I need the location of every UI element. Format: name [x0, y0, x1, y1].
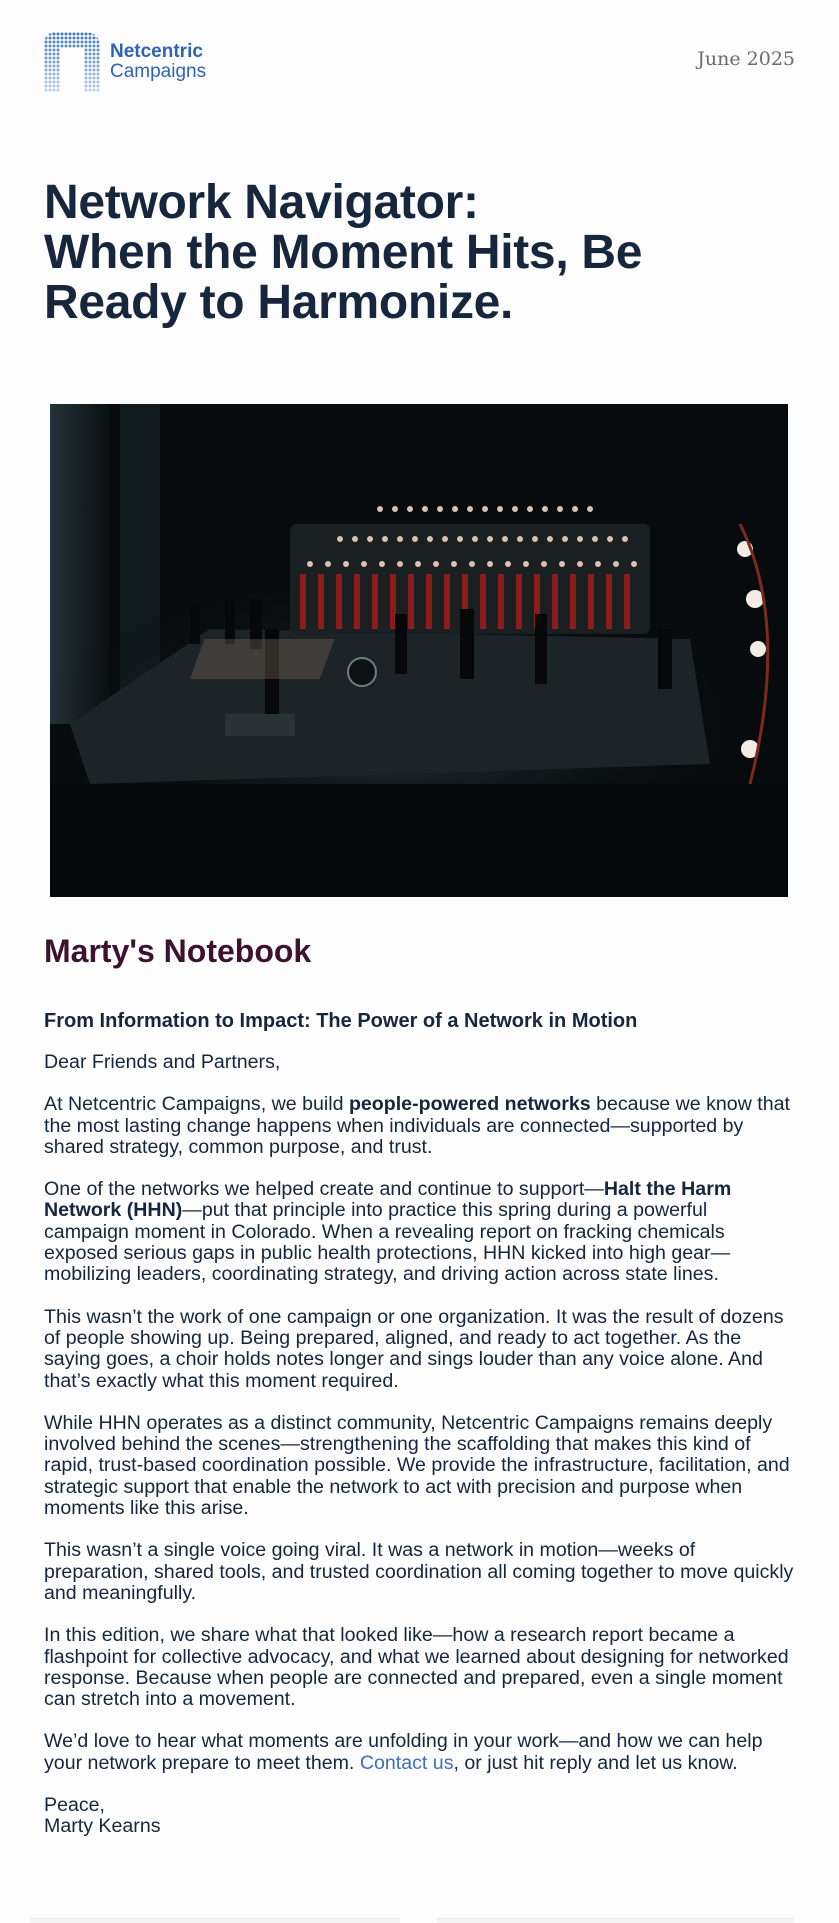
contact-us-link[interactable]: Contact us: [359, 1751, 454, 1774]
paragraph-2: [44, 1179, 796, 1285]
greeting: Dear Friends and Partners,: [44, 1051, 281, 1073]
paragraph-4: While HHN operates as a distinct community, Netcentric Campaigns remains deeply involved behind the scenes—strengthening the scaffolding that makes this kind of rapid, trust-based coordination possible. We provide the infrastructure, facilitation, and strategic support that enable the network to act with precision and purpose when moments like this arise.: [44, 1411, 790, 1520]
logo-wordmark-line1: Netcentric: [110, 41, 203, 62]
title-line-1: Network Navigator:: [44, 176, 479, 229]
signoff-block: [44, 1795, 796, 1838]
stage-photo-illustration: [50, 404, 788, 897]
netcentric-logo[interactable]: [44, 32, 206, 92]
next-section-card-left: [30, 1918, 400, 1923]
hero-image-choir-stage: [50, 404, 788, 897]
p7-text-after: , or just hit reply and let us know.: [453, 1751, 738, 1774]
p7-text-before: We’d love to hear what moments are unfolding in your work—and how we can help your network prepare to meet them.: [44, 1730, 763, 1774]
paragraph-1: [44, 1094, 796, 1158]
signature: Marty Kearns: [44, 1815, 161, 1838]
title-line-3: Ready to Harmonize.: [44, 276, 514, 329]
signoff: Peace,: [44, 1794, 106, 1817]
paragraph-7: [44, 1731, 796, 1774]
letter-body: [44, 1052, 796, 1859]
paragraph-6: In this edition, we share what that looked like—how a research report became a flashpoint for collective advocacy, and what we learned about designing for networked response. Because when people are connected and prepared, even a single moment can stretch into a movement.: [44, 1624, 789, 1711]
title-line-2: When the Moment Hits, Be: [44, 226, 643, 279]
section-heading-martys-notebook: Marty's Notebook: [44, 933, 312, 969]
p2-text-before: One of the networks we helped create and continue to support—: [44, 1178, 604, 1201]
article-subheading: From Information to Impact: The Power of a Network in Motion: [44, 1010, 638, 1032]
next-section-card-right: [437, 1918, 794, 1923]
newsletter-title: [44, 178, 764, 328]
paragraph-3: This wasn’t the work of one campaign or one organization. It was the result of dozens of people showing up. Being prepared, aligned, and ready to act together. As the saying goes, a choir holds notes longer and sings louder than any voice alone. And that’s exactly what this moment required.: [44, 1305, 784, 1392]
newsletter-header: [44, 30, 795, 94]
netcentric-n-logo-icon: [44, 32, 100, 92]
p2-text-after: —put that principle into practice this spring during a powerful campaign moment in Colorado. When a revealing report on fracking chemicals exposed serious gaps in public health protections, HHN kicked into high gear—mobilizing leaders, coordinating strategy, and driving action across state lines.: [44, 1199, 731, 1286]
p1-text-after: because we know that the most lasting change happens when individuals are connected—supported by shared strategy, common purpose, and trust.: [44, 1093, 790, 1158]
p1-bold-people-powered-networks: people-powered networks: [348, 1093, 591, 1116]
paragraph-5: This wasn’t a single voice going viral. It was a network in motion—weeks of preparation, shared tools, and trusted coordination all coming together to move quickly and meaningfully.: [44, 1539, 794, 1604]
logo-wordmark-line2: Campaigns: [110, 61, 207, 82]
p2-bold-halt-the-harm-network: Halt the Harm Network (HHN): [44, 1178, 732, 1222]
p1-text-before: At Netcentric Campaigns, we build: [44, 1093, 349, 1116]
issue-date: June 2025: [697, 48, 795, 70]
